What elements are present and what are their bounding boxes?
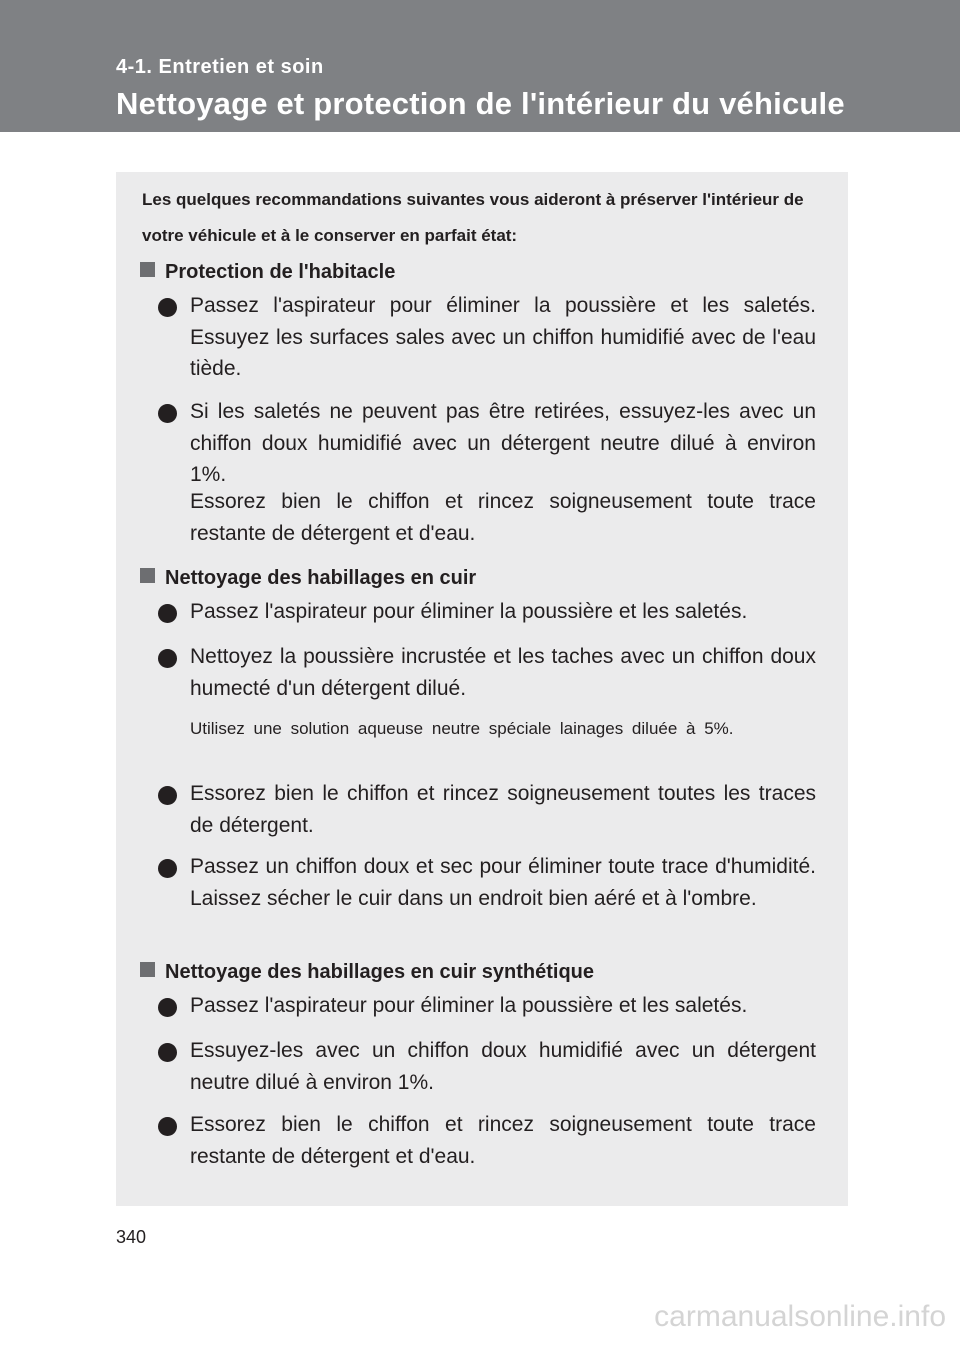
list-item-text: Passez un chiffon doux et sec pour éliminer toute trace d'humidité. Laissez sécher le cuir dans un endroit bien aéré et à l'ombre. xyxy=(190,855,816,910)
list-item-text: Passez l'aspirateur pour éliminer la poussière et les saletés. xyxy=(190,600,748,623)
intro-text: Les quelques recommandations suivantes vous aideront à préserver l'intérieur de votre véhicule et à le conserver en parfait état: xyxy=(142,190,804,245)
section-heading-label: Nettoyage des habillages en cuir xyxy=(165,567,477,589)
watermark: carmanualsonline.info xyxy=(654,1300,946,1333)
bullet-icon xyxy=(158,786,177,805)
list-item-text: Essorez bien le chiffon et rincez soigneusement toute trace restante de détergent et d'eau. xyxy=(190,1113,816,1168)
bullet-icon xyxy=(158,298,177,317)
bullet-icon xyxy=(158,649,177,668)
section-heading-label: Protection de l'habitacle xyxy=(165,261,396,283)
list-item xyxy=(158,596,816,628)
list-item-text: Passez l'aspirateur pour éliminer la poussière et les saletés. xyxy=(190,994,748,1017)
list-item-text: Essorez bien le chiffon et rincez soigneusement toute trace restante de détergent et d'eau. xyxy=(190,490,816,545)
page-header xyxy=(0,0,960,132)
section-heading-label: Nettoyage des habillages en cuir synthétique xyxy=(165,961,595,983)
list-item-continuation xyxy=(158,486,816,549)
bullet-icon xyxy=(158,859,177,878)
list-item xyxy=(158,851,816,914)
list-item-text: Essuyez-les avec un chiffon doux humidifié avec un détergent neutre dilué à environ 1%. xyxy=(190,1039,816,1094)
list-item xyxy=(158,290,816,385)
page-number: 340 xyxy=(116,1227,147,1247)
bullet-icon xyxy=(158,1043,177,1062)
section-heading-habitacle xyxy=(140,258,395,286)
square-bullet-icon xyxy=(140,568,155,583)
list-item-text: Passez l'aspirateur pour éliminer la poussière et les saletés. Essuyez les surfaces sales avec un chiffon humidifié avec de l'eau tiède. xyxy=(190,294,816,380)
list-item xyxy=(158,1109,816,1172)
list-item-text: Si les saletés ne peuvent pas être retirées, essuyez-les avec un chiffon doux humidifié avec un détergent neutre dilué à environ 1%. xyxy=(190,400,816,486)
note-text: Utilisez une solution aqueuse neutre spéciale lainages diluée à 5%. xyxy=(190,719,734,738)
bullet-icon xyxy=(158,1117,177,1136)
section-heading-cuir xyxy=(140,564,476,592)
list-item-text: Essorez bien le chiffon et rincez soigneusement toutes les traces de détergent. xyxy=(190,782,816,837)
list-item xyxy=(158,396,816,491)
list-item-text: Nettoyez la poussière incrustée et les taches avec un chiffon doux humecté d'un détergent dilué. xyxy=(190,645,816,700)
list-item xyxy=(158,990,816,1022)
bullet-icon xyxy=(158,998,177,1017)
page-title: Nettoyage et protection de l'intérieur du véhicule xyxy=(116,86,845,121)
section-heading-cuir-synthetique xyxy=(140,958,594,986)
list-item xyxy=(158,1035,816,1098)
list-item xyxy=(158,778,816,841)
section-label: 4-1. Entretien et soin xyxy=(116,56,324,78)
list-item xyxy=(158,641,816,704)
bullet-icon xyxy=(158,604,177,623)
square-bullet-icon xyxy=(140,262,155,277)
square-bullet-icon xyxy=(140,962,155,977)
bullet-icon xyxy=(158,404,177,423)
